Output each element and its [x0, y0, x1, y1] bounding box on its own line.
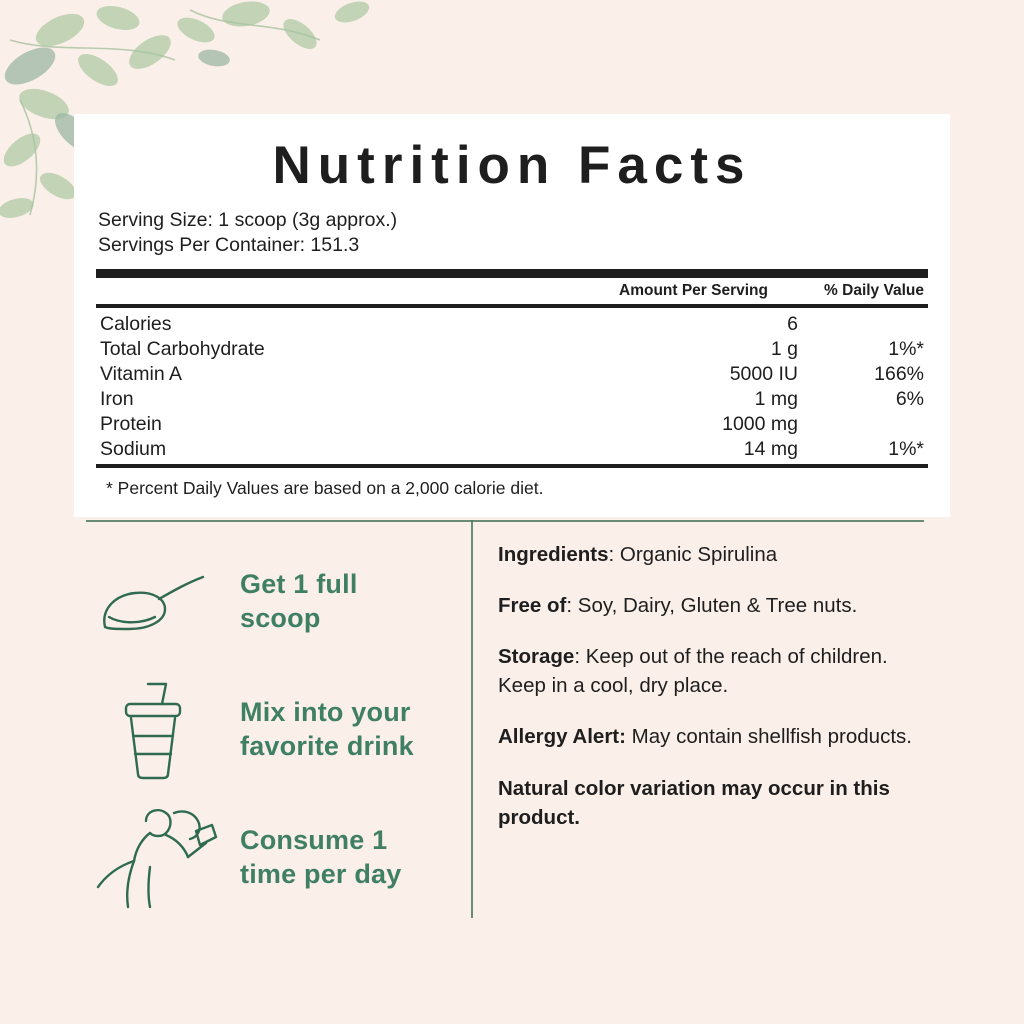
nutrient-name: Calories	[100, 313, 172, 336]
info-ingredients	[498, 540, 928, 569]
cup-icon	[86, 678, 222, 782]
vertical-divider	[471, 520, 473, 918]
info-storage	[498, 642, 928, 700]
info-heading: Allergy Alert:	[498, 725, 626, 749]
info-separator: :	[608, 543, 620, 566]
nutrient-amount: 5000 IU	[729, 363, 798, 386]
info-body: Keep out of the reach of children. Keep in a cool, dry place.	[498, 645, 888, 698]
column-header-daily-value: % Daily Value	[824, 282, 924, 300]
nutrient-name: Iron	[100, 387, 134, 410]
step-label: Mix into your favorite drink	[240, 697, 414, 761]
list-item	[86, 794, 466, 922]
info-heading: Free of	[498, 594, 567, 618]
table-row	[96, 337, 928, 362]
nutrition-facts-panel	[74, 114, 950, 517]
nutrient-name: Vitamin A	[100, 363, 183, 386]
table-row	[96, 387, 928, 412]
page-title: Nutrition Facts	[272, 136, 752, 195]
scoop-icon	[86, 565, 222, 639]
nutrient-daily-value: 1%*	[888, 338, 924, 361]
nutrient-name: Sodium	[100, 437, 167, 460]
drink-icon	[86, 803, 222, 913]
nutrient-daily-value: 166%	[874, 363, 924, 386]
info-heading: Ingredients	[498, 543, 609, 566]
info-free-of	[498, 591, 928, 620]
daily-value-footnote: * Percent Daily Values are based on a 2,000 calorie diet.	[106, 477, 544, 498]
nutrient-name: Protein	[100, 412, 162, 435]
step-label: Consume 1 time per day	[240, 825, 402, 889]
nutrient-amount: 14 mg	[743, 437, 798, 460]
nutrient-daily-value: 1%*	[888, 437, 924, 460]
column-headers	[96, 278, 928, 304]
info-color-variation	[498, 774, 928, 832]
list-item	[86, 666, 466, 794]
list-item	[86, 538, 466, 666]
table-row	[96, 437, 928, 462]
servings-per-container: Servings Per Container: 151.3	[98, 234, 360, 257]
nutrient-amount: 6	[787, 313, 798, 336]
nutrient-amount: 1 g	[770, 338, 798, 361]
info-separator: :	[566, 594, 578, 618]
nutrient-rows	[96, 308, 928, 464]
info-separator: :	[574, 645, 586, 669]
info-heading: Storage	[498, 645, 575, 669]
serving-size: Serving Size: 1 scoop (3g approx.)	[98, 208, 398, 231]
nutrient-amount: 1 mg	[754, 387, 798, 410]
divider-thick	[96, 269, 928, 278]
info-body: Organic Spirulina	[619, 543, 778, 566]
info-allergy-alert	[498, 722, 928, 751]
nutrient-name: Total Carbohydrate	[100, 338, 265, 361]
info-body: Soy, Dairy, Gluten & Tree nuts.	[577, 594, 858, 618]
nutrient-daily-value: 6%	[895, 387, 924, 410]
info-body-strong: Natural color variation may occur in this product.	[498, 776, 890, 829]
step-label: Get 1 full scoop	[240, 569, 358, 633]
nutrient-amount: 1000 mg	[722, 412, 798, 435]
info-body: May contain shellfish products.	[631, 725, 912, 749]
usage-and-info-section	[86, 520, 924, 930]
column-header-amount: Amount Per Serving	[619, 282, 768, 300]
usage-steps	[86, 538, 466, 922]
horizontal-divider	[86, 520, 924, 522]
product-info	[498, 540, 928, 832]
table-row	[96, 362, 928, 387]
table-row	[96, 312, 928, 337]
table-row	[96, 412, 928, 437]
